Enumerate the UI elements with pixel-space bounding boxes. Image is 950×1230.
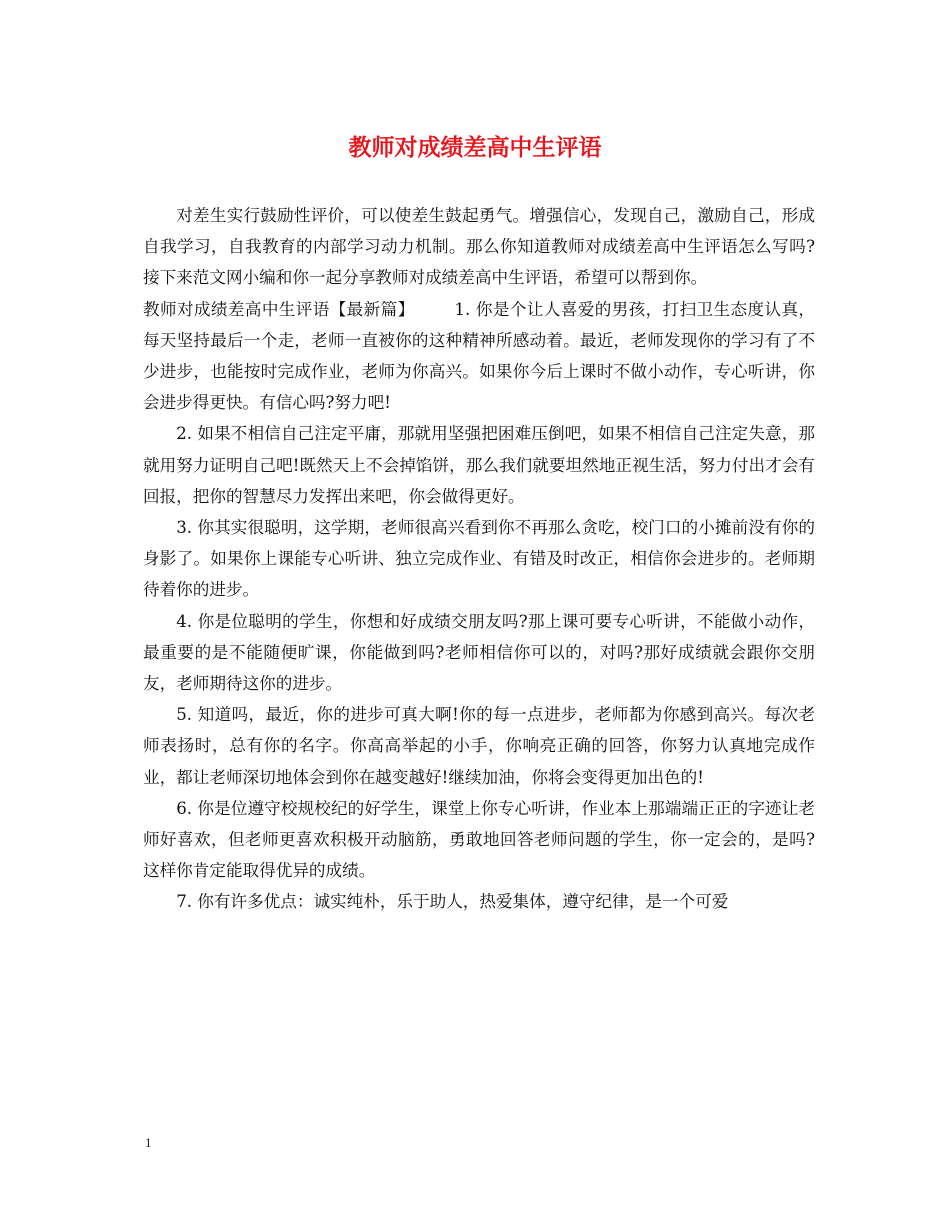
- page-number: 1: [145, 1135, 152, 1150]
- section-heading: 教师对成绩差高中生评语【最新篇】: [143, 299, 415, 319]
- document-title: 教师对成绩差高中生评语: [348, 134, 602, 161]
- comment-paragraph-2: 2. 如果不相信自己注定平庸，那就用坚强把困难压倒吧，如果不相信自己注定失意，那就用努力证明自己吧!既然天上不会掉馅饼，那么我们就要坦然地正视生活，努力付出才会有回报，把你的智慧尽力发挥出来吧，你会做得更好。: [143, 424, 815, 506]
- comment-paragraph-6: 6. 你是位遵守校规校纪的好学生，课堂上你专心听讲，作业本上那端端正正的字迹让老师好喜欢，但老师更喜欢积极开动脑筋，勇敢地回答老师问题的学生，你一定会的，是吗?这样你肯定能取得优异的成绩。: [143, 798, 815, 881]
- comment-paragraph-7: 7. 你有许多优点：诚实纯朴，乐于助人，热爱集体，遵守纪律，是一个可爱: [176, 892, 729, 912]
- comment-paragraph-3: 3. 你其实很聪明，这学期，老师很高兴看到你不再那么贪吃，校门口的小摊前没有你的身影了。如果你上课能专心听讲、独立完成作业、有错及时改正，相信你会进步的。老师期待着你的进步。: [143, 518, 815, 600]
- comment-paragraph-1: 1. 你是个让人喜爱的男孩，打扫卫生态度认真，每天坚持最后一个走，老师一直被你的这种精神所感动着。最近，老师发现你的学习有了不少进步，也能按时完成作业，老师为你高兴。如果你今后上课时不做小动作，专心听讲，你会进步得更快。有信心吗?努力吧!: [143, 299, 816, 413]
- comment-paragraph-5: 5. 知道吗，最近，你的进步可真大啊!你的每一点进步，老师都为你感到高兴。每次老师表扬时，总有你的名字。你高高举起的小手，你响亮正确的回答，你努力认真地完成作业，都让老师深切地体会到你在越变越好!继续加油，你将会变得更加出色的!: [143, 705, 815, 787]
- section-paragraph: [143, 294, 815, 419]
- document-body: [143, 200, 815, 918]
- comment-paragraph-4: 4. 你是位聪明的学生，你想和好成绩交朋友吗?那上课可要专心听讲，不能做小动作，最重要的是不能随便旷课，你能做到吗?老师相信你可以的，对吗?那好成绩就会跟你交朋友，老师期待这你的进步。: [143, 611, 815, 694]
- intro-paragraph: 对差生实行鼓励性评价，可以使差生鼓起勇气。增强信心，发现自己，激励自己，形成自我学习，自我教育的内部学习动力机制。那么你知道教师对成绩差高中生评语怎么写吗?接下来范文网小编和你一起分享教师对成绩差高中生评语，希望可以帮到你。: [143, 206, 815, 288]
